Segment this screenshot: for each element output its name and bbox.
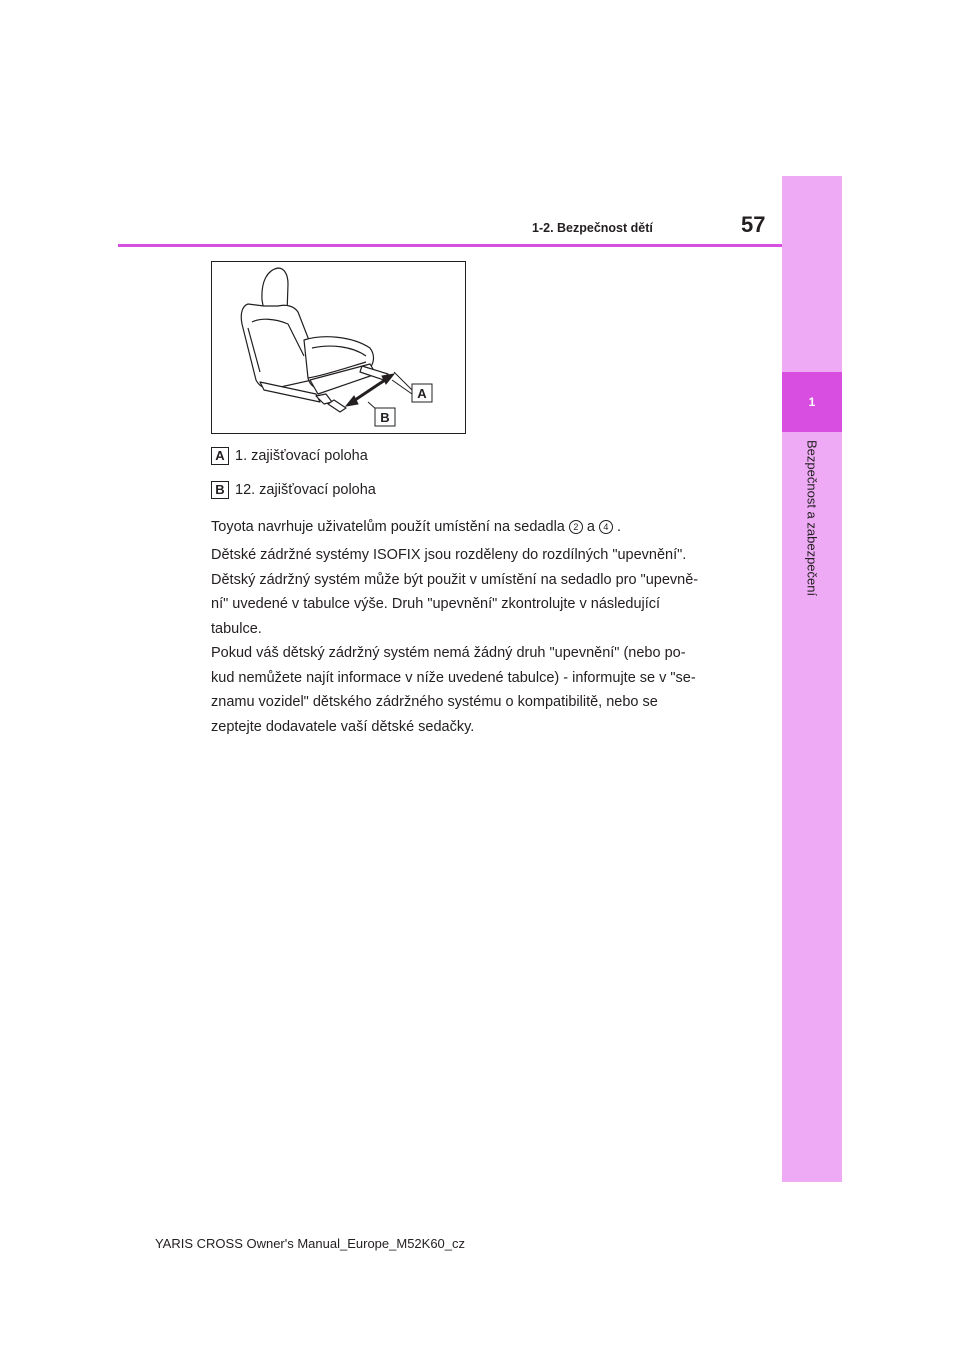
recommendation-paragraph — [211, 515, 761, 540]
paragraph-line: Dětské zádržné systémy ISOFIX jsou rozděleny do rozdílných "upevnění". — [211, 547, 687, 563]
seat-ref-2-icon: 2 — [569, 520, 583, 534]
isofix-paragraph — [211, 543, 761, 739]
footer-text: YARIS CROSS Owner's Manual_Europe_M52K60_cz — [154, 1236, 466, 1251]
chapter-number-box[interactable] — [782, 372, 842, 432]
chapter-number: 1 — [808, 395, 816, 409]
paragraph-line: ní" uvedené v tabulce výše. Druh "upevnění" zkontrolujte v následující — [211, 596, 661, 612]
callout-b: B — [380, 410, 390, 425]
seat-ref-4-icon: 4 — [599, 520, 613, 534]
legend-item-a — [211, 446, 368, 466]
page-number: 57 — [741, 212, 766, 237]
legend-key-a: A — [211, 447, 229, 465]
footer — [0, 1236, 960, 1251]
chapter-label: Bezpečnost a zabezpečení — [804, 440, 820, 597]
paragraph-line: zeptejte dodavatele vaší dětské sedačky. — [211, 718, 475, 735]
legend-text-b: 12. zajišťovací poloha — [235, 482, 376, 498]
paragraph-line: kud nemůžete najít informace v níže uvedené tabulce) - informujte se v "se- — [211, 669, 696, 686]
seat-slide-diagram-icon — [212, 262, 465, 433]
paragraph-line: tabulce. — [211, 620, 262, 637]
legend-key-b: B — [211, 481, 229, 499]
paragraph-line: znamu vozidel" dětského zádržného systému o kompatibilitě, nebo se — [211, 694, 658, 710]
recommendation-text: Toyota navrhuje uživatelům použít umístění na sedadla — [211, 519, 565, 535]
conjunction: a — [586, 519, 595, 535]
paragraph-line: Dětský zádržný systém může být použit v umístění na sedadlo pro "upevně- — [211, 571, 699, 588]
callout-a: A — [417, 386, 427, 401]
paragraph-line: Pokud váš dětský zádržný systém nemá žádný druh "upevnění" (nebo po- — [211, 645, 686, 661]
header-rule — [118, 244, 782, 247]
section-title: 1-2. Bezpečnost dětí — [532, 221, 653, 235]
seat-illustration — [211, 261, 466, 434]
legend-text-a: 1. zajišťovací poloha — [235, 448, 368, 464]
legend-item-b — [211, 480, 376, 500]
chapter-side-tab — [782, 176, 842, 1182]
recommendation-end: . — [616, 519, 621, 535]
